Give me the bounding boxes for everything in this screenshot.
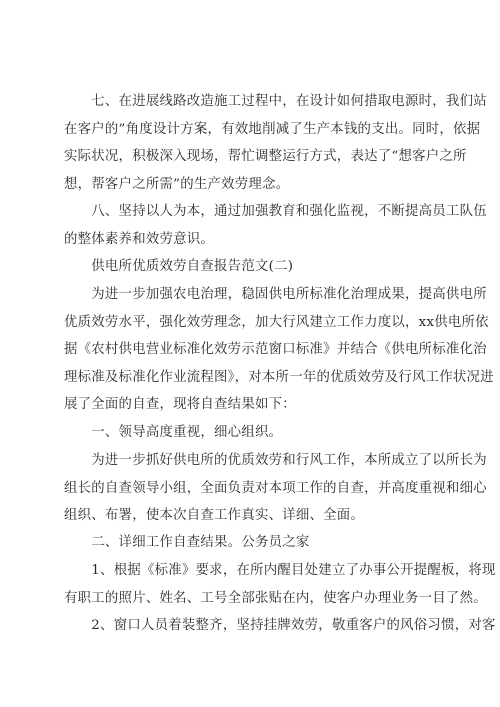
text-line: 七、在进展线路改造施工过程中，在设计如何措取电源时，我们站 [64,94,487,109]
section-title [64,253,442,281]
paragraph-eight [64,198,487,253]
paragraph-intro [64,281,494,419]
text-line: 理标准及标准化作业流程图》，对本所一年的优质效劳及行风工作状况进 [64,369,494,385]
text-line: 想，帮客户之所需”的生产效劳理念。 [64,176,290,192]
text-line: 二、详细工作自查结果。公务员之家 [64,535,310,550]
text-line: 为进一步加强农电治理，稳固供电所标准化治理成果，提高供电所 [64,287,487,302]
paragraph-heading-one [64,447,487,530]
text-line: 1、根据《标准》要求，在所内醒目处建立了办事公开提醒板，将现 [64,563,496,578]
text-line: 供电所优质效劳自查报告范文(二) [64,259,294,274]
text-line: 的整体素养和效劳意识。 [64,231,215,247]
text-line: 八、坚持以人为本，通过加强教育和强化监视，不断提高员工队伍 [64,204,487,219]
text-line: 2、窗口人员着装整齐，坚持挂牌效劳，敬重客户的风俗习惯，对客 [64,618,496,633]
text-line: 展了全面的自查，现将自查结果如下： [64,397,296,413]
text-line: 有职工的照片、姓名、工号全部张贴在内，使客户办理业务一目了然。 [64,590,487,606]
heading-two [64,529,442,557]
text-line: 实际状况，积极深入现场，帮忙调整运行方式，表达了“想客户之所 [64,149,467,165]
item-two [64,612,496,640]
paragraph-seven [64,88,487,198]
text-line: 在客户的”角度设计方案，有效地削减了生产本钱的支出。同时，依据 [64,121,481,137]
item-one [64,557,496,612]
text-line: 一、领导高度重视，细心组织。 [64,425,283,440]
text-line: 为进一步抓好供电所的优质效劳和行风工作，本所成立了以所长为 [64,453,487,468]
text-line: 组长的自查领导小组，全面负责对本项工作的自查，并高度重视和细心 [64,480,487,496]
text-line: 据《农村供电营业标准化效劳示范窗口标准》并结合《供电所标准化治 [64,342,487,358]
text-line: 优质效劳水平，强化效劳理念，加大行风建立工作力度以，xx供电所依 [64,314,489,330]
text-line: 组织、布署，使本次自查工作真实、详细、全面。 [64,508,365,524]
heading-one [64,419,442,447]
